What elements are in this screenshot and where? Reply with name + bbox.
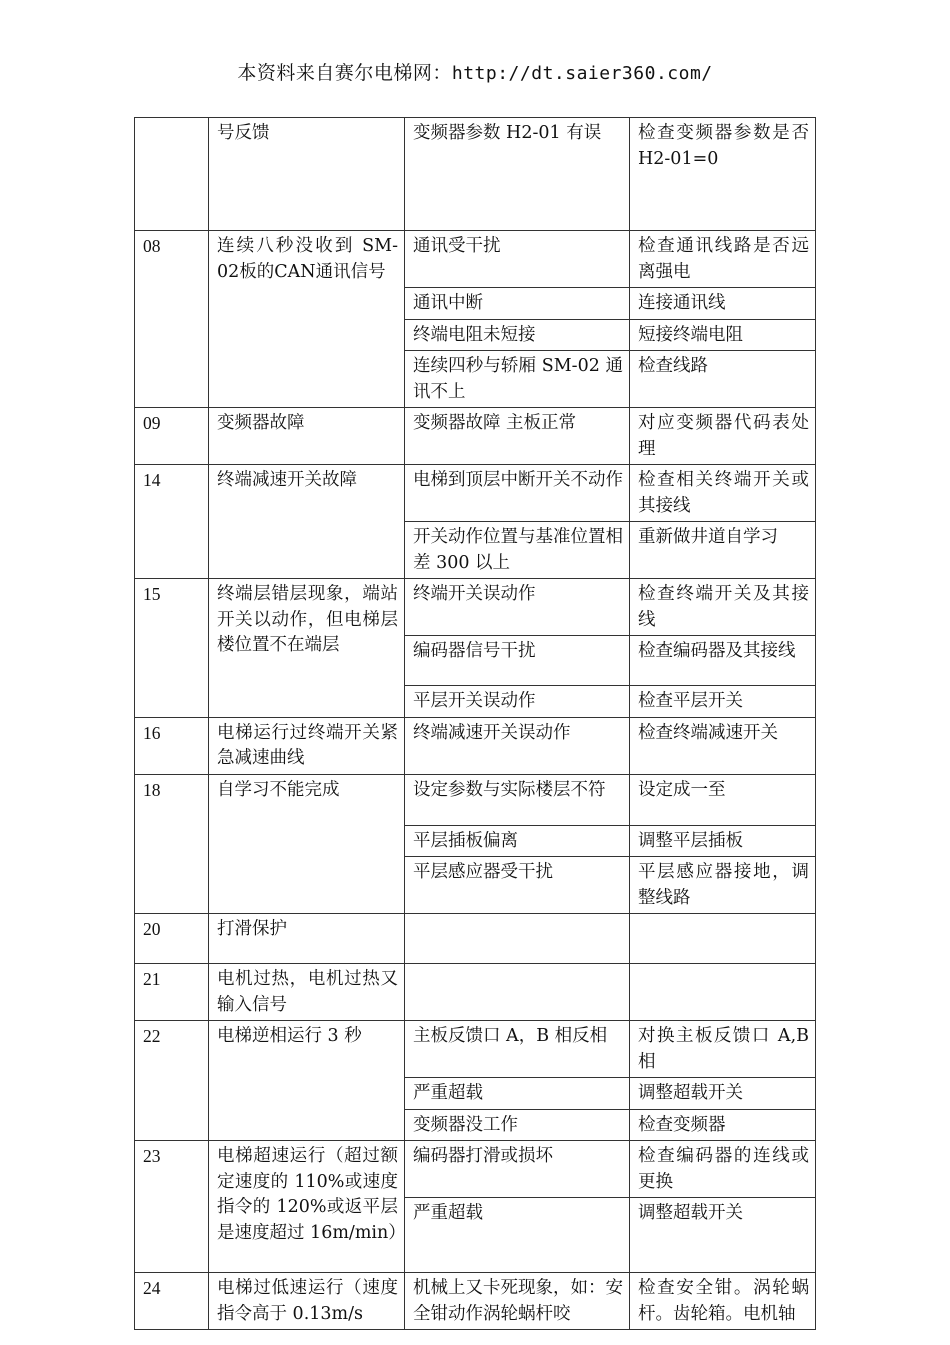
fault-code-cell: 24	[135, 1273, 209, 1330]
fault-code-table	[134, 117, 816, 1330]
table-row	[135, 774, 816, 825]
header-url: http://dt.saier360.com/	[451, 63, 713, 84]
fault-cause-cell: 开关动作位置与基准位置相差 300 以上	[405, 522, 630, 579]
fault-solution-cell: 检查变频器	[630, 1109, 816, 1141]
fault-description-cell: 号反馈	[209, 118, 405, 231]
fault-code-cell: 08	[135, 231, 209, 408]
fault-solution-cell	[630, 964, 816, 1021]
fault-code-cell: 15	[135, 579, 209, 718]
fault-cause-cell	[405, 914, 630, 964]
fault-code-cell: 14	[135, 465, 209, 579]
fault-description-cell: 终端层错层现象，端站开关以动作，但电梯层楼位置不在端层	[209, 579, 405, 718]
fault-solution-cell: 对应变频器代码表处理	[630, 408, 816, 465]
fault-code-cell: 21	[135, 964, 209, 1021]
fault-description-cell: 变频器故障	[209, 408, 405, 465]
fault-cause-cell: 终端开关误动作	[405, 579, 630, 636]
fault-description-cell: 打滑保护	[209, 914, 405, 964]
fault-solution-cell	[630, 914, 816, 964]
fault-solution-cell: 调整超载开关	[630, 1198, 816, 1273]
fault-description-cell: 电梯逆相运行 3 秒	[209, 1021, 405, 1141]
fault-cause-cell: 主板反馈口 A，B 相反相	[405, 1021, 630, 1078]
table-row	[135, 118, 816, 231]
fault-cause-cell: 平层插板偏离	[405, 825, 630, 857]
table-row	[135, 914, 816, 964]
fault-code-cell: 09	[135, 408, 209, 465]
fault-cause-cell: 编码器打滑或损坏	[405, 1141, 630, 1198]
fault-description-cell: 连续八秒没收到 SM-02板的CAN通讯信号	[209, 231, 405, 408]
fault-cause-cell: 变频器没工作	[405, 1109, 630, 1141]
fault-solution-cell: 调整超载开关	[630, 1078, 816, 1110]
fault-solution-cell: 检查线路	[630, 351, 816, 408]
fault-solution-cell: 检查终端开关及其接线	[630, 579, 816, 636]
fault-table-body	[135, 118, 816, 1330]
fault-code-cell: 18	[135, 774, 209, 914]
fault-code-cell: 22	[135, 1021, 209, 1141]
fault-description-cell: 电梯过低速运行（速度指令高于 0.13m/s	[209, 1273, 405, 1330]
fault-cause-cell: 连续四秒与轿厢 SM-02 通讯不上	[405, 351, 630, 408]
table-row	[135, 408, 816, 465]
fault-cause-cell: 编码器信号干扰	[405, 636, 630, 686]
fault-solution-cell: 检查通讯线路是否远离强电	[630, 231, 816, 288]
fault-solution-cell: 短接终端电阻	[630, 319, 816, 351]
fault-cause-cell: 设定参数与实际楼层不符	[405, 774, 630, 825]
fault-solution-cell: 连接通讯线	[630, 288, 816, 320]
fault-solution-cell: 平层感应器接地，调整线路	[630, 857, 816, 914]
fault-cause-cell: 机械上又卡死现象，如：安全钳动作涡轮蜗杆咬	[405, 1273, 630, 1330]
fault-cause-cell: 通讯中断	[405, 288, 630, 320]
fault-description-cell: 电梯超速运行（超过额定速度的 110%或速度指令的 120%或返平层是速度超过 16m/min）	[209, 1141, 405, 1273]
table-row	[135, 717, 816, 774]
table-row	[135, 1141, 816, 1198]
fault-cause-cell: 平层感应器受干扰	[405, 857, 630, 914]
fault-cause-cell: 变频器故障 主板正常	[405, 408, 630, 465]
fault-cause-cell: 变频器参数 H2-01 有误	[405, 118, 630, 231]
fault-description-cell: 终端减速开关故障	[209, 465, 405, 579]
table-row	[135, 465, 816, 522]
fault-cause-cell	[405, 964, 630, 1021]
table-row	[135, 231, 816, 288]
fault-description-cell: 电梯运行过终端开关紧急减速曲线	[209, 717, 405, 774]
fault-solution-cell: 检查编码器及其接线	[630, 636, 816, 686]
fault-code-cell: 16	[135, 717, 209, 774]
fault-cause-cell: 严重超载	[405, 1078, 630, 1110]
fault-description-cell: 自学习不能完成	[209, 774, 405, 914]
fault-code-cell: 23	[135, 1141, 209, 1273]
fault-description-cell: 电机过热，电机过热又输入信号	[209, 964, 405, 1021]
table-row	[135, 1021, 816, 1078]
fault-solution-cell: 重新做井道自学习	[630, 522, 816, 579]
table-row	[135, 579, 816, 636]
page-header	[0, 58, 950, 85]
fault-cause-cell: 电梯到顶层中断开关不动作	[405, 465, 630, 522]
fault-solution-cell: 检查编码器的连线或更换	[630, 1141, 816, 1198]
table-row	[135, 964, 816, 1021]
fault-solution-cell: 设定成一至	[630, 774, 816, 825]
fault-solution-cell: 检查终端减速开关	[630, 717, 816, 774]
fault-cause-cell: 通讯受干扰	[405, 231, 630, 288]
fault-solution-cell: 检查变频器参数是否 H2-01=0	[630, 118, 816, 231]
fault-code-cell: 20	[135, 914, 209, 964]
table-row	[135, 1273, 816, 1330]
fault-code-cell	[135, 118, 209, 231]
fault-cause-cell: 严重超载	[405, 1198, 630, 1273]
fault-cause-cell: 平层开关误动作	[405, 686, 630, 718]
fault-solution-cell: 检查安全钳。涡轮蜗杆。齿轮箱。电机轴	[630, 1273, 816, 1330]
fault-solution-cell: 对换主板反馈口 A,B 相	[630, 1021, 816, 1078]
header-source-text: 本资料来自赛尔电梯网：	[237, 62, 452, 84]
fault-cause-cell: 终端减速开关误动作	[405, 717, 630, 774]
fault-cause-cell: 终端电阻未短接	[405, 319, 630, 351]
fault-solution-cell: 检查相关终端开关或其接线	[630, 465, 816, 522]
fault-solution-cell: 调整平层插板	[630, 825, 816, 857]
fault-solution-cell: 检查平层开关	[630, 686, 816, 718]
